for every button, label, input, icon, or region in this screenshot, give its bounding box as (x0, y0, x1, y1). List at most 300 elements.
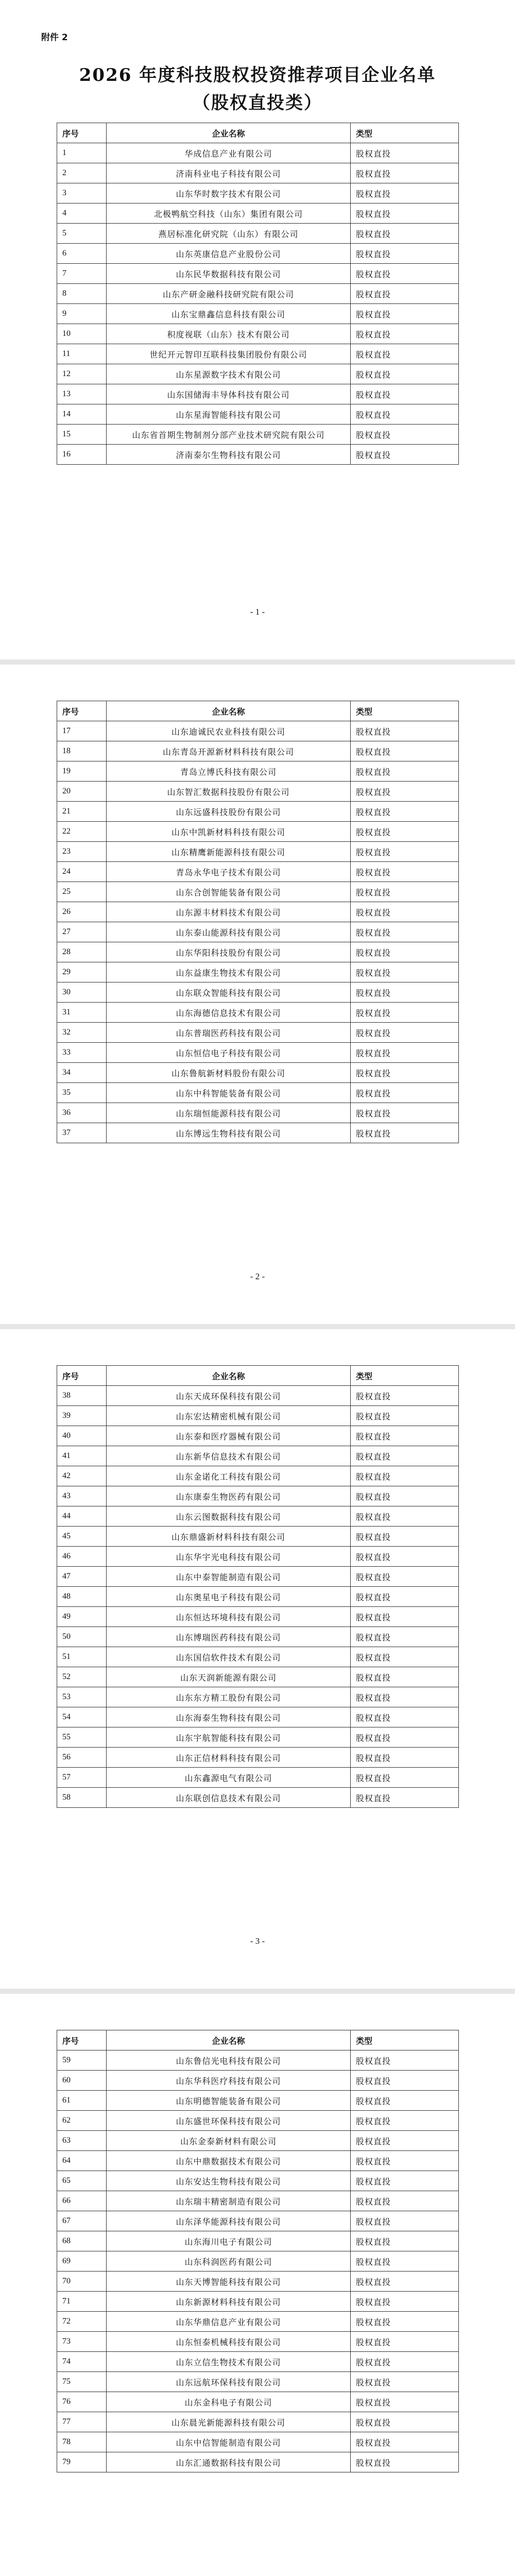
table-row (57, 445, 459, 465)
table-header-row (57, 1366, 459, 1386)
company-name: 山东正信材料科技有限公司 (107, 1748, 351, 1768)
header-company-name: 企业名称 (107, 123, 351, 143)
row-number: 65 (57, 2171, 107, 2191)
table-row (57, 2452, 459, 2472)
investment-type: 股权直投 (351, 364, 459, 384)
company-name: 济南科业电子科技有限公司 (107, 163, 351, 183)
table-row (57, 364, 459, 384)
company-name: 山东英康信息产业股份公司 (107, 244, 351, 264)
investment-type: 股权直投 (351, 1063, 459, 1083)
investment-type: 股权直投 (351, 284, 459, 304)
table-row (57, 1406, 459, 1426)
investment-type: 股权直投 (351, 1607, 459, 1627)
table-row (57, 143, 459, 163)
table-row (57, 1466, 459, 1486)
company-name: 山东青岛开源新材料科技有限公司 (107, 741, 351, 761)
table-row (57, 882, 459, 902)
table-row (57, 244, 459, 264)
row-number: 64 (57, 2151, 107, 2171)
company-name: 山东金科电子有限公司 (107, 2392, 351, 2412)
header-company-name: 企业名称 (107, 701, 351, 721)
company-name: 山东产研金融科技研究院有限公司 (107, 284, 351, 304)
investment-type: 股权直投 (351, 264, 459, 284)
investment-type: 股权直投 (351, 1466, 459, 1486)
table-row (57, 304, 459, 324)
company-table-1 (57, 123, 459, 465)
investment-type: 股权直投 (351, 425, 459, 445)
row-number: 57 (57, 1768, 107, 1788)
company-name: 山东新源材料科技有限公司 (107, 2292, 351, 2312)
header-no: 序号 (57, 1366, 107, 1386)
row-number: 24 (57, 862, 107, 882)
table-row (57, 2171, 459, 2191)
row-number: 28 (57, 942, 107, 962)
investment-type: 股权直投 (351, 224, 459, 244)
table-row (57, 1547, 459, 1567)
table-row (57, 1707, 459, 1727)
company-name: 山东中信智能制造有限公司 (107, 2432, 351, 2452)
table-row (57, 2231, 459, 2251)
table-row (57, 2251, 459, 2272)
investment-type: 股权直投 (351, 2071, 459, 2091)
investment-type: 股权直投 (351, 143, 459, 163)
company-name: 山东联众智能科技有限公司 (107, 982, 351, 1003)
table-row (57, 1768, 459, 1788)
investment-type: 股权直投 (351, 1123, 459, 1143)
table-row (57, 1748, 459, 1768)
company-name: 山东鲁航新材料股份有限公司 (107, 1063, 351, 1083)
table-row (57, 962, 459, 982)
row-number: 48 (57, 1587, 107, 1607)
table-row (57, 842, 459, 862)
investment-type: 股权直投 (351, 2372, 459, 2392)
table-row (57, 1063, 459, 1083)
company-name: 山东鼎盛新材料科技有限公司 (107, 1527, 351, 1547)
row-number: 7 (57, 264, 107, 284)
row-number: 44 (57, 1506, 107, 1527)
company-name: 山东恒信电子科技有限公司 (107, 1043, 351, 1063)
company-name: 积度视联（山东）技术有限公司 (107, 324, 351, 344)
table-header-row (57, 701, 459, 721)
header-type: 类型 (351, 2030, 459, 2050)
row-number: 47 (57, 1567, 107, 1587)
investment-type: 股权直投 (351, 324, 459, 344)
investment-type: 股权直投 (351, 2452, 459, 2472)
company-table-3 (57, 1365, 459, 1808)
investment-type: 股权直投 (351, 2231, 459, 2251)
table-row (57, 942, 459, 962)
row-number: 59 (57, 2050, 107, 2071)
row-number: 45 (57, 1527, 107, 1547)
table-row (57, 982, 459, 1003)
investment-type: 股权直投 (351, 1547, 459, 1567)
company-name: 山东恒泰机械科技有限公司 (107, 2332, 351, 2352)
company-name: 山东远航环保科技有限公司 (107, 2372, 351, 2392)
investment-type: 股权直投 (351, 183, 459, 204)
investment-type: 股权直投 (351, 1486, 459, 1506)
table-row (57, 1386, 459, 1406)
attachment-label: 附件 2 (41, 32, 68, 43)
company-name: 山东立信生物技术有限公司 (107, 2352, 351, 2372)
row-number: 75 (57, 2372, 107, 2392)
row-number: 78 (57, 2432, 107, 2452)
table-row (57, 2272, 459, 2292)
table-row (57, 344, 459, 364)
investment-type: 股权直投 (351, 2191, 459, 2211)
row-number: 54 (57, 1707, 107, 1727)
company-name: 山东宏达精密机械有限公司 (107, 1406, 351, 1426)
investment-type: 股权直投 (351, 721, 459, 741)
company-name: 山东瑞丰精密制造有限公司 (107, 2191, 351, 2211)
header-type: 类型 (351, 1366, 459, 1386)
table-row (57, 2412, 459, 2432)
investment-type: 股权直投 (351, 1707, 459, 1727)
company-name: 山东中科智能装备有限公司 (107, 1083, 351, 1103)
table-row (57, 1123, 459, 1143)
company-name: 山东康泰生物医药有限公司 (107, 1486, 351, 1506)
document-page-2 (0, 665, 515, 1324)
row-number: 69 (57, 2251, 107, 2272)
row-number: 6 (57, 244, 107, 264)
table-row (57, 1103, 459, 1123)
row-number: 40 (57, 1426, 107, 1446)
table-row (57, 163, 459, 183)
table-row (57, 183, 459, 204)
company-name: 山东天博智能科技有限公司 (107, 2272, 351, 2292)
investment-type: 股权直投 (351, 982, 459, 1003)
row-number: 73 (57, 2332, 107, 2352)
investment-type: 股权直投 (351, 445, 459, 465)
company-name: 山东天润新能源有限公司 (107, 1667, 351, 1687)
table-row (57, 1446, 459, 1466)
investment-type: 股权直投 (351, 2111, 459, 2131)
investment-type: 股权直投 (351, 304, 459, 324)
investment-type: 股权直投 (351, 1083, 459, 1103)
row-number: 62 (57, 2111, 107, 2131)
company-name: 山东智汇数据科技股份有限公司 (107, 782, 351, 802)
company-name: 华成信息产业有限公司 (107, 143, 351, 163)
investment-type: 股权直投 (351, 802, 459, 822)
header-type: 类型 (351, 123, 459, 143)
table-row (57, 1567, 459, 1587)
table-row (57, 2372, 459, 2392)
row-number: 63 (57, 2131, 107, 2151)
company-name: 山东华阳科技股份有限公司 (107, 942, 351, 962)
company-name: 山东合创智能装备有限公司 (107, 882, 351, 902)
table-row (57, 2211, 459, 2231)
company-name: 山东普瑞医药科技有限公司 (107, 1023, 351, 1043)
row-number: 58 (57, 1788, 107, 1808)
company-name: 青岛立博氏科技有限公司 (107, 761, 351, 782)
investment-type: 股权直投 (351, 244, 459, 264)
company-name: 山东华宇光电科技有限公司 (107, 1547, 351, 1567)
row-number: 20 (57, 782, 107, 802)
company-table-2 (57, 701, 459, 1143)
document-subtitle: （股权直投类） (193, 93, 322, 113)
company-name: 山东远盛科技股份有限公司 (107, 802, 351, 822)
row-number: 42 (57, 1466, 107, 1486)
table-row (57, 264, 459, 284)
table-row (57, 741, 459, 761)
company-name: 山东海泰生物科技有限公司 (107, 1707, 351, 1727)
table-row (57, 902, 459, 922)
table-row (57, 1506, 459, 1527)
company-name: 山东泰和医疗器械有限公司 (107, 1426, 351, 1446)
company-name: 山东迪诚民农业科技有限公司 (107, 721, 351, 741)
company-name: 山东中鼎数据技术有限公司 (107, 2151, 351, 2171)
row-number: 77 (57, 2412, 107, 2432)
investment-type: 股权直投 (351, 1748, 459, 1768)
row-number: 23 (57, 842, 107, 862)
row-number: 5 (57, 224, 107, 244)
table-row (57, 2332, 459, 2352)
company-name: 山东源丰材料技术有限公司 (107, 902, 351, 922)
row-number: 39 (57, 1406, 107, 1426)
investment-type: 股权直投 (351, 2412, 459, 2432)
row-number: 79 (57, 2452, 107, 2472)
investment-type: 股权直投 (351, 1587, 459, 1607)
investment-type: 股权直投 (351, 1627, 459, 1647)
table-row (57, 2151, 459, 2171)
document-page-1 (0, 0, 515, 659)
company-name: 山东晨光新能源科技有限公司 (107, 2412, 351, 2432)
investment-type: 股权直投 (351, 2312, 459, 2332)
investment-type: 股权直投 (351, 1788, 459, 1808)
table-row (57, 1627, 459, 1647)
investment-type: 股权直投 (351, 2131, 459, 2151)
row-number: 3 (57, 183, 107, 204)
row-number: 41 (57, 1446, 107, 1466)
company-name: 山东云图数据科技有限公司 (107, 1506, 351, 1527)
table-header-row (57, 123, 459, 143)
row-number: 31 (57, 1003, 107, 1023)
company-name: 山东华科医疗科技有限公司 (107, 2071, 351, 2091)
investment-type: 股权直投 (351, 2211, 459, 2231)
table-row (57, 1023, 459, 1043)
row-number: 55 (57, 1727, 107, 1748)
company-name: 山东金泰新材料有限公司 (107, 2131, 351, 2151)
table-row (57, 1426, 459, 1446)
row-number: 8 (57, 284, 107, 304)
row-number: 72 (57, 2312, 107, 2332)
row-number: 36 (57, 1103, 107, 1123)
table-row (57, 802, 459, 822)
investment-type: 股权直投 (351, 962, 459, 982)
table-row (57, 204, 459, 224)
company-name: 山东国信软件技术有限公司 (107, 1647, 351, 1667)
investment-type: 股权直投 (351, 1647, 459, 1667)
investment-type: 股权直投 (351, 1446, 459, 1466)
company-name: 山东博远生物科技有限公司 (107, 1123, 351, 1143)
investment-type: 股权直投 (351, 1768, 459, 1788)
company-name: 山东天成环保科技有限公司 (107, 1386, 351, 1406)
table-row (57, 2191, 459, 2211)
company-name: 山东宝鼎鑫信息科技有限公司 (107, 304, 351, 324)
row-number: 9 (57, 304, 107, 324)
investment-type: 股权直投 (351, 922, 459, 942)
document-page-3 (0, 1329, 515, 1989)
investment-type: 股权直投 (351, 942, 459, 962)
company-name: 山东星源数字技术有限公司 (107, 364, 351, 384)
row-number: 27 (57, 922, 107, 942)
company-name: 山东星海智能科技有限公司 (107, 404, 351, 425)
investment-type: 股权直投 (351, 2352, 459, 2372)
investment-type: 股权直投 (351, 902, 459, 922)
row-number: 46 (57, 1547, 107, 1567)
company-name: 山东鑫源电气有限公司 (107, 1768, 351, 1788)
company-name: 北极鸭航空科技（山东）集团有限公司 (107, 204, 351, 224)
row-number: 60 (57, 2071, 107, 2091)
investment-type: 股权直投 (351, 842, 459, 862)
investment-type: 股权直投 (351, 1043, 459, 1063)
investment-type: 股权直投 (351, 2272, 459, 2292)
row-number: 11 (57, 344, 107, 364)
investment-type: 股权直投 (351, 2251, 459, 2272)
table-row (57, 2091, 459, 2111)
company-name: 山东新华信息技术有限公司 (107, 1446, 351, 1466)
row-number: 71 (57, 2292, 107, 2312)
row-number: 10 (57, 324, 107, 344)
investment-type: 股权直投 (351, 384, 459, 404)
investment-type: 股权直投 (351, 1727, 459, 1748)
company-name: 山东金诺化工科技有限公司 (107, 1466, 351, 1486)
table-row (57, 324, 459, 344)
table-row (57, 2312, 459, 2332)
investment-type: 股权直投 (351, 1003, 459, 1023)
row-number: 67 (57, 2211, 107, 2231)
investment-type: 股权直投 (351, 741, 459, 761)
investment-type: 股权直投 (351, 404, 459, 425)
table-row (57, 384, 459, 404)
row-number: 21 (57, 802, 107, 822)
row-number: 38 (57, 1386, 107, 1406)
page-number: - 3 - (250, 1936, 265, 1946)
investment-type: 股权直投 (351, 2432, 459, 2452)
header-company-name: 企业名称 (107, 2030, 351, 2050)
table-row (57, 822, 459, 842)
table-row (57, 224, 459, 244)
investment-type: 股权直投 (351, 204, 459, 224)
table-row (57, 1667, 459, 1687)
company-name: 山东中凯新材料科技有限公司 (107, 822, 351, 842)
investment-type: 股权直投 (351, 882, 459, 902)
company-name: 山东博瑞医药科技有限公司 (107, 1627, 351, 1647)
header-company-name: 企业名称 (107, 1366, 351, 1386)
row-number: 1 (57, 143, 107, 163)
investment-type: 股权直投 (351, 2332, 459, 2352)
table-row (57, 1003, 459, 1023)
row-number: 68 (57, 2231, 107, 2251)
investment-type: 股权直投 (351, 761, 459, 782)
company-name: 山东泽华能源科技有限公司 (107, 2211, 351, 2231)
table-row (57, 1486, 459, 1506)
row-number: 12 (57, 364, 107, 384)
company-name: 山东恒达环境科技有限公司 (107, 1607, 351, 1627)
row-number: 66 (57, 2191, 107, 2211)
company-name: 山东民华数据科技有限公司 (107, 264, 351, 284)
investment-type: 股权直投 (351, 2171, 459, 2191)
investment-type: 股权直投 (351, 2050, 459, 2071)
table-row (57, 2071, 459, 2091)
company-name: 山东海川电子有限公司 (107, 2231, 351, 2251)
company-name: 山东华时数字技术有限公司 (107, 183, 351, 204)
page-number: - 2 - (250, 1272, 265, 1281)
investment-type: 股权直投 (351, 1023, 459, 1043)
row-number: 17 (57, 721, 107, 741)
row-number: 26 (57, 902, 107, 922)
row-number: 34 (57, 1063, 107, 1083)
investment-type: 股权直投 (351, 2091, 459, 2111)
table-row (57, 1083, 459, 1103)
table-row (57, 425, 459, 445)
investment-type: 股权直投 (351, 1406, 459, 1426)
table-header-row (57, 2030, 459, 2050)
header-no: 序号 (57, 123, 107, 143)
investment-type: 股权直投 (351, 1386, 459, 1406)
page-number: - 1 - (250, 607, 265, 617)
table-row (57, 782, 459, 802)
table-row (57, 1788, 459, 1808)
row-number: 51 (57, 1647, 107, 1667)
table-row (57, 2432, 459, 2452)
table-row (57, 404, 459, 425)
company-name: 世纪开元智印互联科技集团股份有限公司 (107, 344, 351, 364)
row-number: 22 (57, 822, 107, 842)
company-name: 山东鲁信光电科技有限公司 (107, 2050, 351, 2071)
investment-type: 股权直投 (351, 2292, 459, 2312)
row-number: 76 (57, 2392, 107, 2412)
table-row (57, 2352, 459, 2372)
company-name: 山东瑞恒能源科技有限公司 (107, 1103, 351, 1123)
header-no: 序号 (57, 2030, 107, 2050)
table-row (57, 1647, 459, 1667)
row-number: 56 (57, 1748, 107, 1768)
header-type: 类型 (351, 701, 459, 721)
table-row (57, 862, 459, 882)
company-name: 山东汇通数据科技有限公司 (107, 2452, 351, 2472)
company-name: 山东省首期生物制剂分部产业技术研究院有限公司 (107, 425, 351, 445)
row-number: 70 (57, 2272, 107, 2292)
company-name: 燕居标准化研究院（山东）有限公司 (107, 224, 351, 244)
company-table-4 (57, 2030, 459, 2472)
investment-type: 股权直投 (351, 2151, 459, 2171)
row-number: 14 (57, 404, 107, 425)
investment-type: 股权直投 (351, 344, 459, 364)
company-name: 山东奥星电子科技有限公司 (107, 1587, 351, 1607)
company-name: 青岛永华电子技术有限公司 (107, 862, 351, 882)
company-name: 山东国储海丰导体科技有限公司 (107, 384, 351, 404)
table-row (57, 1587, 459, 1607)
investment-type: 股权直投 (351, 1506, 459, 1527)
investment-type: 股权直投 (351, 862, 459, 882)
row-number: 18 (57, 741, 107, 761)
table-row (57, 284, 459, 304)
table-row (57, 1527, 459, 1547)
row-number: 35 (57, 1083, 107, 1103)
investment-type: 股权直投 (351, 1567, 459, 1587)
company-name: 济南泰尔生物科技有限公司 (107, 445, 351, 465)
investment-type: 股权直投 (351, 1667, 459, 1687)
company-name: 山东泰山能源科技有限公司 (107, 922, 351, 942)
table-row (57, 1727, 459, 1748)
row-number: 19 (57, 761, 107, 782)
company-name: 山东精鹰新能源科技有限公司 (107, 842, 351, 862)
company-name: 山东联创信息技术有限公司 (107, 1788, 351, 1808)
row-number: 61 (57, 2091, 107, 2111)
row-number: 50 (57, 1627, 107, 1647)
company-name: 山东宇航智能科技有限公司 (107, 1727, 351, 1748)
investment-type: 股权直投 (351, 822, 459, 842)
